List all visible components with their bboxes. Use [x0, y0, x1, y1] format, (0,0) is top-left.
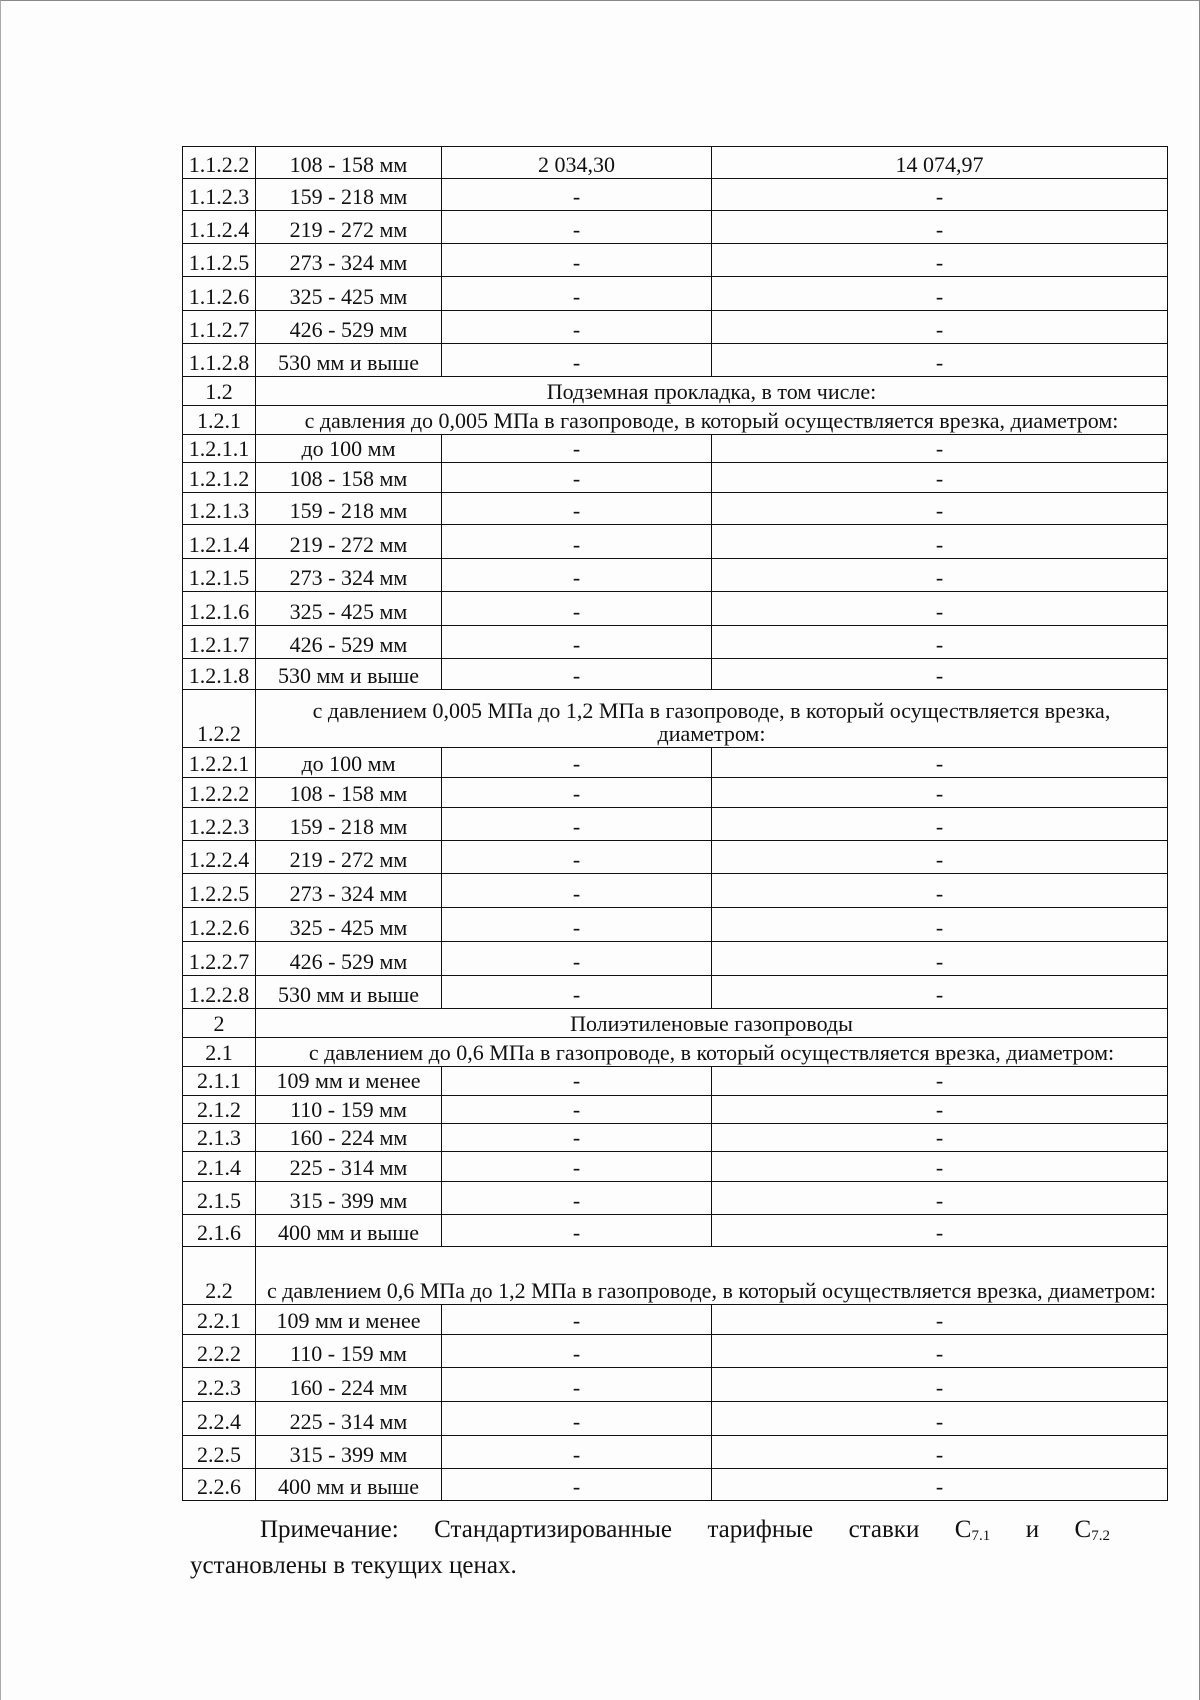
- table-row: [183, 808, 1168, 841]
- rate-c71-cell: 2 034,30: [442, 147, 712, 179]
- diameter-cell: 530 мм и выше: [256, 344, 442, 377]
- rate-c72-cell: -: [712, 311, 1168, 344]
- rate-c72-cell: -: [712, 435, 1168, 463]
- row-code: 1.1.2.8: [183, 344, 256, 377]
- diameter-cell: 159 - 218 мм: [256, 179, 442, 211]
- row-code: 2.2.4: [183, 1401, 256, 1435]
- table-row: [183, 1067, 1168, 1095]
- rate-c71-cell: -: [442, 1181, 712, 1214]
- section-row: [183, 1009, 1168, 1038]
- diameter-cell: 109 мм и менее: [256, 1304, 442, 1334]
- table-row: [183, 277, 1168, 311]
- table-row: [183, 525, 1168, 559]
- footnote-word: Примечание:: [260, 1516, 399, 1543]
- rate-c72-cell: -: [712, 1435, 1168, 1468]
- row-code: 2.2.6: [183, 1468, 256, 1500]
- table-row: [183, 1367, 1168, 1401]
- row-code: 1.2.2: [183, 690, 256, 748]
- rate-c71-cell: -: [442, 626, 712, 659]
- rate-c71-cell: -: [442, 1123, 712, 1151]
- rate-c72-cell: -: [712, 942, 1168, 976]
- table-row: [183, 626, 1168, 659]
- rate-c72-cell: -: [712, 976, 1168, 1009]
- rate-c71-cell: -: [442, 1435, 712, 1468]
- table-row: [183, 1181, 1168, 1214]
- row-code: 2.2: [183, 1246, 256, 1304]
- rate-c72-cell: -: [712, 1214, 1168, 1246]
- table-row: [183, 908, 1168, 942]
- rate-c71-cell: -: [442, 1401, 712, 1435]
- section-row: [183, 1246, 1168, 1304]
- diameter-cell: 400 мм и выше: [256, 1468, 442, 1500]
- rate-c71-cell: -: [442, 211, 712, 244]
- rate-c72-cell: -: [712, 778, 1168, 808]
- diameter-cell: 219 - 272 мм: [256, 211, 442, 244]
- diameter-cell: 273 - 324 мм: [256, 874, 442, 908]
- diameter-cell: 325 - 425 мм: [256, 277, 442, 311]
- rate-c72-cell: -: [712, 1123, 1168, 1151]
- rate-c72-cell: -: [712, 1334, 1168, 1367]
- diameter-cell: 530 мм и выше: [256, 659, 442, 690]
- diameter-cell: 160 - 224 мм: [256, 1367, 442, 1401]
- rate-c71-cell: -: [442, 463, 712, 493]
- row-code: 1.2.1.7: [183, 626, 256, 659]
- rate-c71-cell: -: [442, 179, 712, 211]
- footnote-word: тарифные: [707, 1516, 814, 1543]
- row-code: 2: [183, 1009, 256, 1038]
- row-code: 1.2.2.3: [183, 808, 256, 841]
- row-code: 1.2.2.4: [183, 841, 256, 874]
- diameter-cell: 159 - 218 мм: [256, 493, 442, 525]
- rate-c72-cell: -: [712, 1468, 1168, 1500]
- rate-c71-cell: -: [442, 1067, 712, 1095]
- rate-c72-cell: -: [712, 525, 1168, 559]
- rate-c71-cell: -: [442, 808, 712, 841]
- rate-c71-cell: -: [442, 874, 712, 908]
- row-code: 1.1.2.5: [183, 244, 256, 277]
- section-row: [183, 1038, 1168, 1067]
- rate-c71-cell: -: [442, 942, 712, 976]
- table-row: [183, 1468, 1168, 1500]
- table-row: [183, 344, 1168, 377]
- row-code: 1.1.2.6: [183, 277, 256, 311]
- table-row: [183, 874, 1168, 908]
- rate-c71-cell: -: [442, 435, 712, 463]
- row-code: 1.2.2.2: [183, 778, 256, 808]
- table-row: [183, 211, 1168, 244]
- row-code: 1.2.2.7: [183, 942, 256, 976]
- rate-c71-cell: -: [442, 748, 712, 778]
- tariff-table: [182, 146, 1168, 1501]
- rate-c72-cell: 14 074,97: [712, 147, 1168, 179]
- diameter-cell: 273 - 324 мм: [256, 559, 442, 592]
- table-row: [183, 559, 1168, 592]
- row-code: 1.2.1.3: [183, 493, 256, 525]
- diameter-cell: 273 - 324 мм: [256, 244, 442, 277]
- section-row: [183, 690, 1168, 748]
- diameter-cell: 108 - 158 мм: [256, 778, 442, 808]
- row-code: 1.2.2.6: [183, 908, 256, 942]
- table-row: [183, 1334, 1168, 1367]
- diameter-cell: до 100 мм: [256, 435, 442, 463]
- rate-c71-cell: -: [442, 525, 712, 559]
- row-code: 1.1.2.3: [183, 179, 256, 211]
- rate-c72-cell: -: [712, 344, 1168, 377]
- diameter-cell: 426 - 529 мм: [256, 626, 442, 659]
- diameter-cell: 219 - 272 мм: [256, 525, 442, 559]
- row-code: 2.1.1: [183, 1067, 256, 1095]
- row-code: 1.2.1.1: [183, 435, 256, 463]
- row-code: 2.1.2: [183, 1095, 256, 1123]
- row-code: 1.2.1.8: [183, 659, 256, 690]
- row-code: 1.2.2.1: [183, 748, 256, 778]
- row-code: 1.1.2.2: [183, 147, 256, 179]
- row-code: 2.2.3: [183, 1367, 256, 1401]
- table-row: [183, 1123, 1168, 1151]
- diameter-cell: 159 - 218 мм: [256, 808, 442, 841]
- row-code: 2.1.3: [183, 1123, 256, 1151]
- section-title: Подземная прокладка, в том числе:: [256, 377, 1168, 406]
- diameter-cell: 108 - 158 мм: [256, 463, 442, 493]
- table-row: [183, 311, 1168, 344]
- section-title: с давлением 0,6 МПа до 1,2 МПа в газопроводе, в который осуществляется врезка, диаметром:: [256, 1246, 1168, 1304]
- diameter-cell: 325 - 425 мм: [256, 592, 442, 626]
- rate-c72-cell: -: [712, 1401, 1168, 1435]
- diameter-cell: 325 - 425 мм: [256, 908, 442, 942]
- table-row: [183, 748, 1168, 778]
- row-code: 1.1.2.7: [183, 311, 256, 344]
- table-row: [183, 1435, 1168, 1468]
- diameter-cell: 530 мм и выше: [256, 976, 442, 1009]
- rate-c72-cell: -: [712, 1151, 1168, 1181]
- diameter-cell: 160 - 224 мм: [256, 1123, 442, 1151]
- diameter-cell: 110 - 159 мм: [256, 1095, 442, 1123]
- diameter-cell: 109 мм и менее: [256, 1067, 442, 1095]
- rate-c72-cell: -: [712, 244, 1168, 277]
- table-row: [183, 942, 1168, 976]
- table-row: [183, 179, 1168, 211]
- rate-c71-cell: -: [442, 344, 712, 377]
- row-code: 2.2.1: [183, 1304, 256, 1334]
- diameter-cell: 110 - 159 мм: [256, 1334, 442, 1367]
- table-row: [183, 592, 1168, 626]
- section-title: с давления до 0,005 МПа в газопроводе, в который осуществляется врезка, диаметром:: [256, 406, 1168, 435]
- diameter-cell: до 100 мм: [256, 748, 442, 778]
- rate-c71-cell: -: [442, 1214, 712, 1246]
- table-row: [183, 659, 1168, 690]
- rate-c72-cell: -: [712, 592, 1168, 626]
- table-row: [183, 841, 1168, 874]
- rate-c72-cell: -: [712, 1067, 1168, 1095]
- row-code: 2.1.6: [183, 1214, 256, 1246]
- table-row: [183, 976, 1168, 1009]
- footnote-word: Стандартизированные: [434, 1516, 672, 1543]
- table-row: [183, 244, 1168, 277]
- rate-c71-cell: -: [442, 841, 712, 874]
- diameter-cell: 426 - 529 мм: [256, 942, 442, 976]
- row-code: 1.2.1.2: [183, 463, 256, 493]
- rate-c72-cell: -: [712, 1367, 1168, 1401]
- rate-c71-cell: -: [442, 659, 712, 690]
- diameter-cell: 426 - 529 мм: [256, 311, 442, 344]
- rate-c71-cell: -: [442, 311, 712, 344]
- rate-c71-cell: -: [442, 559, 712, 592]
- table-row: [183, 435, 1168, 463]
- rate-c71-cell: -: [442, 1304, 712, 1334]
- rate-c72-cell: -: [712, 493, 1168, 525]
- row-code: 1.2.1: [183, 406, 256, 435]
- rate-c71-cell: -: [442, 1151, 712, 1181]
- rate-c72-cell: -: [712, 626, 1168, 659]
- section-title: с давлением до 0,6 МПа в газопроводе, в который осуществляется врезка, диаметром:: [256, 1038, 1168, 1067]
- rate-c72-cell: -: [712, 179, 1168, 211]
- rate-c71-cell: -: [442, 1468, 712, 1500]
- table-row: [183, 1304, 1168, 1334]
- section-row: [183, 406, 1168, 435]
- row-code: 1.2: [183, 377, 256, 406]
- row-code: 1.2.1.6: [183, 592, 256, 626]
- diameter-cell: 108 - 158 мм: [256, 147, 442, 179]
- row-code: 2.2.2: [183, 1334, 256, 1367]
- footnote-word: ставки: [848, 1516, 920, 1543]
- rate-c72-cell: -: [712, 211, 1168, 244]
- table-row: [183, 778, 1168, 808]
- section-title: с давлением 0,005 МПа до 1,2 МПа в газопроводе, в который осуществляется врезка, диаметром:: [256, 690, 1168, 748]
- table-row: [183, 1401, 1168, 1435]
- rate-c71-cell: -: [442, 493, 712, 525]
- table-row: [183, 1151, 1168, 1181]
- diameter-cell: 400 мм и выше: [256, 1214, 442, 1246]
- rate-c71-cell: -: [442, 244, 712, 277]
- footnote-line-1: [190, 1512, 1110, 1548]
- rate-c71-cell: -: [442, 1334, 712, 1367]
- table-row: [183, 493, 1168, 525]
- rate-c72-cell: -: [712, 277, 1168, 311]
- rate-c72-cell: -: [712, 1181, 1168, 1214]
- footnote-word: и: [1025, 1516, 1040, 1543]
- row-code: 1.2.2.5: [183, 874, 256, 908]
- row-code: 2.1.5: [183, 1181, 256, 1214]
- tariff-table-body: [183, 147, 1168, 1501]
- row-code: 2.2.5: [183, 1435, 256, 1468]
- rate-c72-cell: -: [712, 463, 1168, 493]
- row-code: 1.1.2.4: [183, 211, 256, 244]
- table-row: [183, 147, 1168, 179]
- rate-c71-cell: -: [442, 1367, 712, 1401]
- row-code: 2.1: [183, 1038, 256, 1067]
- row-code: 1.2.1.4: [183, 525, 256, 559]
- rate-c71-cell: -: [442, 277, 712, 311]
- rate-c71-cell: -: [442, 1095, 712, 1123]
- rate-c72-cell: -: [712, 559, 1168, 592]
- footnote-rate-c72: $С_{7.2}$: [1074, 1516, 1110, 1544]
- rate-c72-cell: -: [712, 808, 1168, 841]
- rate-c71-cell: -: [442, 976, 712, 1009]
- table-row: [183, 463, 1168, 493]
- diameter-cell: 315 - 399 мм: [256, 1435, 442, 1468]
- row-code: 2.1.4: [183, 1151, 256, 1181]
- rate-c72-cell: -: [712, 908, 1168, 942]
- table-row: [183, 1095, 1168, 1123]
- footnote-line-2: установлены в текущих ценах.: [190, 1552, 517, 1580]
- rate-c71-cell: -: [442, 592, 712, 626]
- row-code: 1.2.2.8: [183, 976, 256, 1009]
- rate-c72-cell: -: [712, 659, 1168, 690]
- rate-c71-cell: -: [442, 778, 712, 808]
- table-row: [183, 1214, 1168, 1246]
- footnote-rate-c71: $С_{7.1}$: [954, 1516, 991, 1544]
- diameter-cell: 219 - 272 мм: [256, 841, 442, 874]
- section-row: [183, 377, 1168, 406]
- rate-c72-cell: -: [712, 1095, 1168, 1123]
- rate-c72-cell: -: [712, 841, 1168, 874]
- section-title: Полиэтиленовые газопроводы: [256, 1009, 1168, 1038]
- rate-c72-cell: -: [712, 748, 1168, 778]
- rate-c72-cell: -: [712, 1304, 1168, 1334]
- diameter-cell: 225 - 314 мм: [256, 1401, 442, 1435]
- diameter-cell: 225 - 314 мм: [256, 1151, 442, 1181]
- diameter-cell: 315 - 399 мм: [256, 1181, 442, 1214]
- row-code: 1.2.1.5: [183, 559, 256, 592]
- footnote: [190, 1512, 1110, 1585]
- rate-c72-cell: -: [712, 874, 1168, 908]
- rate-c71-cell: -: [442, 908, 712, 942]
